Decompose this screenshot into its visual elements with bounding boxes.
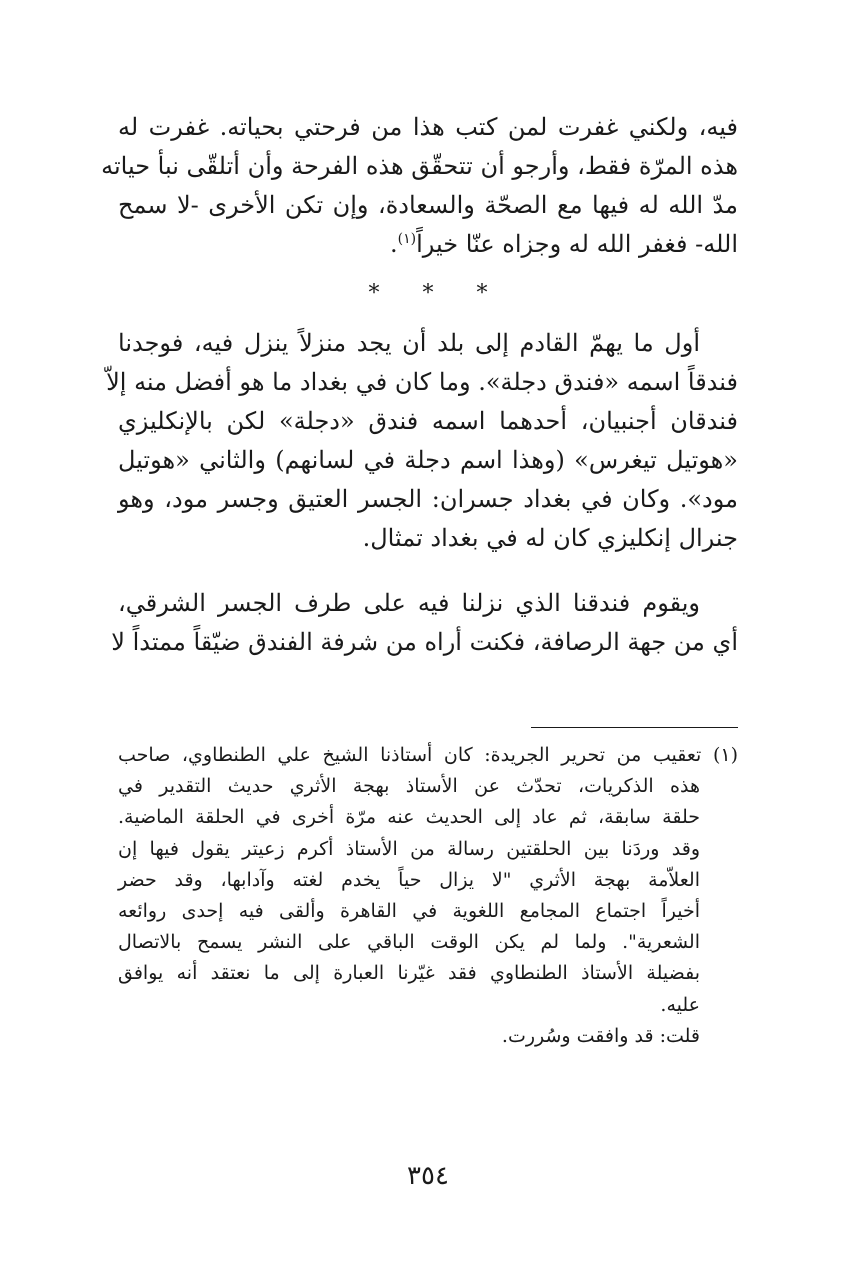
footnote-line: عليه.	[660, 993, 700, 1016]
text-line: فندقان أجنبيان، أحدهما اسمه فندق «دجلة» لكن بالإنكليزي	[118, 407, 738, 435]
text-line: «هوتيل تيغرس» (وهذا اسم دجلة في لسانهم) والثاني «هوتيل	[118, 446, 738, 474]
text-line: هذه المرّة فقط، وأرجو أن تتحقّق هذه الفرحة وأن أتلقّى نبأ حياته	[101, 152, 738, 180]
sentence-end: .	[390, 230, 398, 258]
text-line-with-footnote	[118, 225, 738, 264]
footnote-line: حلقة سابقة، ثم عاد إلى الحديث عنه مرّة أخرى في الحلقة الماضية.	[118, 806, 700, 829]
footnote-first-line	[118, 740, 738, 771]
page-number: ٣٥٤	[407, 1161, 449, 1191]
footnote-line: العلاّمة بهجة الأثري "لا يزال حياً يخدم لغته وآدابها، وقد حضر	[118, 868, 700, 891]
footnote-divider	[531, 727, 738, 728]
body-text	[101, 108, 739, 662]
text-line: جنرال إنكليزي كان له في بغداد تمثال.	[362, 524, 738, 552]
text-line: ويقوم فندقنا الذي نزلنا فيه على طرف الجسر الشرقي،	[118, 589, 700, 617]
text-line: مود». وكان في بغداد جسران: الجسر العتيق وجسر مود، وهو	[118, 485, 738, 513]
text-line: الله- فغفر الله له وجزاه عنّا خيراً	[416, 230, 738, 258]
paragraph-3	[111, 584, 738, 662]
footnote-line: الشعرية". ولما لم يكن الوقت الباقي على النشر يسمح بالاتصال	[118, 931, 700, 954]
paragraph-gap	[118, 558, 738, 584]
text-line: فندقاً اسمه «فندق دجلة». وما كان في بغداد ما هو أفضل منه إلاّ	[106, 368, 738, 396]
footnote-reference[interactable]: (١)	[397, 231, 417, 247]
footnote-marker: (١)	[712, 744, 739, 766]
footnote-line: أخيراً اجتماع المجامع اللغوية في القاهرة وألقى فيه إحدى روائعه	[118, 899, 700, 922]
footnote-line: وقد وردَنا بين الحلقتين رسالة من الأستاذ أكرم زعيتر يقول فيها إن	[118, 837, 700, 860]
footnote-line: بفضيلة الأستاذ الطنطاوي فقد غيّرنا العبارة إلى ما نعتقد أنه يوافق	[118, 962, 700, 985]
text-line: مدّ الله له فيها مع الصحّة والسعادة، وإن تكن الأخرى -لا سمح	[118, 191, 739, 219]
paragraph-2	[106, 324, 738, 558]
text-line: أي من جهة الرصافة، فكنت أراه من شرفة الفندق ضيّقاً ممتداً لا	[111, 628, 738, 656]
footnote-line: قلت: قد وافقت وسُررت.	[501, 1024, 700, 1047]
text-line: أول ما يهمّ القادم إلى بلد أن يجد منزلاً ينزل فيه، فوجدنا	[118, 329, 700, 357]
footnote-section	[118, 740, 738, 1052]
footnote-line: هذه الذكريات، تحدّث عن الأستاذ بهجة الأثري حديث التقدير في	[118, 775, 700, 798]
section-separator: * * *	[368, 281, 506, 306]
footnote-text: تعقيب من تحرير الجريدة: كان أستاذنا الشيخ علي الطنطاوي، صاحب	[118, 744, 702, 766]
text-line: فيه، ولكني غفرت لمن كتب هذا من فرحتي بحياته. غفرت له	[118, 113, 738, 141]
paragraph-1	[101, 108, 739, 264]
